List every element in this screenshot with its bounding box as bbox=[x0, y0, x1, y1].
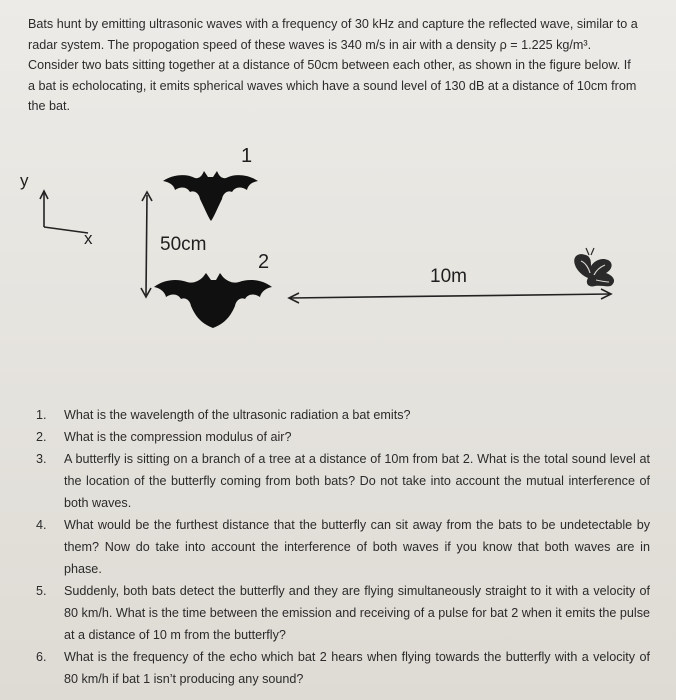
question-item: 1. What is the wavelength of the ultrasonic radiation a bat emits? bbox=[36, 408, 411, 422]
question-item: 6. What is the frequency of the echo which bat 2 hears when flying towards the butterfly with a velocity of 80 km/h if bat 1 isn’t producing any sound? bbox=[36, 650, 650, 686]
problem-statement: Bats hunt by emitting ultrasonic waves with a frequency of 30 kHz and capture the reflected wave, similar to a radar system. The propogation speed of these waves is 340 m/s in air with a density ρ = 1.225 kg/m³. Consider two bats sitting together at a distance of 50cm between each other, as shown in the figure below. If a bat is echolocating, it emits spherical waves which have a sound level of 130 dB at a distance of 10cm from the bat. bbox=[28, 17, 638, 114]
diagram bbox=[0, 135, 676, 385]
question-item: 5. Suddenly, both bats detect the butterfly and they are flying simultaneously straight to it with a velocity of 80 km/h. What is the time between the emission and receiving of a pulse for bat 2 when it emits the pulse at a distance of 10 m from the butterfly? bbox=[36, 584, 650, 642]
question-list bbox=[28, 404, 650, 690]
bat-1-label: 1 bbox=[241, 145, 253, 167]
bat-2-icon bbox=[154, 273, 272, 328]
bat-2-label: 2 bbox=[258, 251, 270, 273]
distance-label: 10m bbox=[430, 266, 467, 287]
question-item: 4. What would be the furthest distance that the butterfly can sit away from the bats to be undetectable by them? Now do take into account the interference of both waves if you know that both waves are in phase. bbox=[36, 518, 650, 576]
axis-x-label: x bbox=[84, 229, 93, 248]
axis-y-label: y bbox=[20, 171, 29, 190]
separation-arrow bbox=[141, 192, 152, 297]
bat-1-icon bbox=[163, 171, 258, 221]
axes-icon bbox=[40, 191, 88, 233]
question-item: 2. What is the compression modulus of air? bbox=[36, 430, 292, 444]
diagram-graphic bbox=[0, 135, 676, 385]
butterfly-icon bbox=[574, 248, 614, 286]
question-item: 3. A butterfly is sitting on a branch of a tree at a distance of 10m from bat 2. What is the total sound level at the location of the butterfly coming from both bats? Do not take into account the mutual interference of both waves. bbox=[36, 452, 650, 510]
distance-arrow bbox=[289, 289, 611, 303]
separation-label: 50cm bbox=[160, 234, 207, 255]
